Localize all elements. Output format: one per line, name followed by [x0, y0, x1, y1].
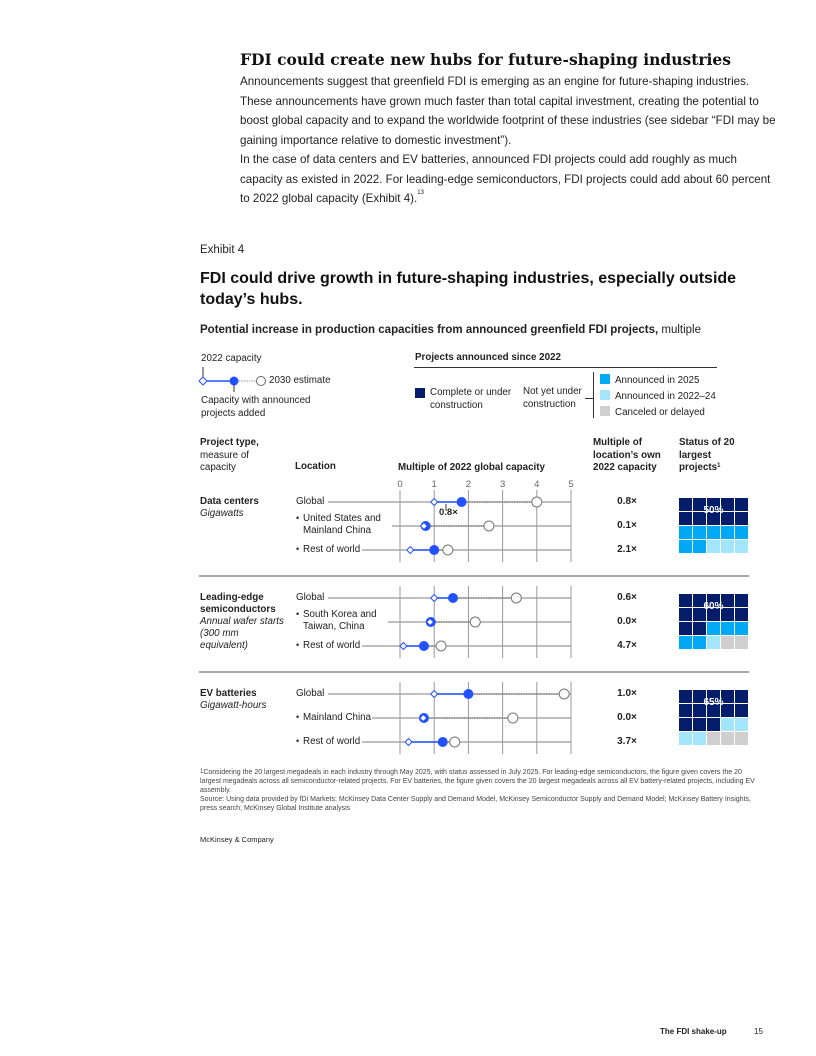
tick-label: 2: [465, 479, 472, 490]
row-label: South Korea and Taiwan, China: [303, 609, 377, 632]
footnotes: [200, 768, 760, 813]
bullet-icon: •: [296, 712, 300, 722]
legend-2030-estimate: 2030 estimate: [269, 375, 331, 386]
header-status-sup: 1: [717, 463, 721, 469]
annotation-label: 0.8×: [439, 507, 458, 518]
waffle-cell-canceled: [721, 732, 734, 745]
waffle-cell-ann2224: [707, 636, 720, 649]
footer-title: The FDI shake-up: [660, 1027, 727, 1036]
group-name: EV batteries: [200, 688, 257, 699]
row-label: Mainland China: [303, 712, 372, 723]
row-label: Global: [296, 496, 325, 507]
header-type-bold: Project type,: [200, 437, 259, 448]
page-number: 15: [754, 1027, 763, 1036]
waffle-cell-ann2224: [735, 718, 748, 731]
row-label: Rest of world: [303, 544, 361, 555]
legend-projects-title: Projects announced since 2022: [415, 352, 561, 363]
with-projects-dot: [429, 545, 439, 555]
estimate-2030-dot: [484, 521, 494, 531]
legend-not-yet: Not yet under construction: [523, 386, 582, 410]
own-multiple-value: 4.7×: [617, 640, 637, 651]
capacity-2022-marker: [431, 595, 438, 602]
own-multiple-value: 0.0×: [617, 616, 637, 627]
section-heading: FDI could create new hubs for future-shaping industries: [240, 50, 732, 69]
waffle-cell-ann2025: [679, 526, 692, 539]
own-multiple-value: 0.0×: [617, 712, 637, 723]
row-label: Rest of world: [303, 736, 361, 747]
bullet-icon: •: [296, 736, 300, 746]
legend-2022-capacity: 2022 capacity: [201, 353, 262, 364]
header-status-text: Status of 20 largest projects: [679, 437, 735, 473]
waffle-cell-ann2224: [721, 718, 734, 731]
waffle-cell-ann2025: [693, 636, 706, 649]
bullet-icon: •: [296, 609, 300, 619]
own-multiple-value: 2.1×: [617, 544, 637, 555]
estimate-2030-dot: [511, 593, 521, 603]
estimate-2030-dot: [450, 737, 460, 747]
exhibit-label: Exhibit 4: [200, 244, 245, 256]
estimate-2030-dot: [443, 545, 453, 555]
capacity-2022-marker: [400, 643, 407, 650]
waffle-percent: 65%: [703, 697, 724, 708]
waffle-cell-ann2025: [707, 622, 720, 635]
brand: McKinsey & Company: [200, 835, 274, 844]
waffle-cell-ann2025: [735, 526, 748, 539]
legend-ann2224-label: Announced in 2022–24: [615, 391, 716, 402]
waffle-cell-canceled: [721, 636, 734, 649]
waffle-cell-complete: [679, 718, 692, 731]
waffle-cell-complete: [707, 718, 720, 731]
own-multiple-value: 1.0×: [617, 688, 637, 699]
group-unit: Gigawatts: [200, 508, 244, 519]
waffle-cell-ann2025: [679, 540, 692, 553]
header-location: Location: [295, 461, 336, 472]
waffle-cell-canceled: [735, 732, 748, 745]
header-type-rest: measure of capacity: [200, 449, 250, 473]
tick-label: 5: [568, 479, 574, 490]
waffle-cell-ann2224: [721, 540, 734, 553]
legend-with-projects: Capacity with announced projects added: [201, 395, 311, 419]
with-projects-dot: [448, 593, 458, 603]
own-multiple-value: 0.8×: [617, 496, 637, 507]
legend-canceled-label: Canceled or delayed: [615, 407, 705, 418]
with-projects-dot: [419, 641, 429, 651]
waffle-cell-ann2224: [693, 732, 706, 745]
capacity-2022-marker: [405, 739, 412, 746]
waffle-cell-ann2224: [735, 540, 748, 553]
source: Source: Using data provided by fDi Markets; McKinsey Data Center Supply and Demand Model, McKinsey Semiconductor Supply and Demand Model; McKinsey Battery Insights, press search; McKinsey Global Institute analysis: [200, 796, 751, 812]
group-unit: Annual wafer starts (300 mm equivalent): [200, 616, 284, 651]
waffle-cell-ann2224: [707, 540, 720, 553]
waffle-cell-ann2025: [721, 622, 734, 635]
waffle-cell-complete: [693, 622, 706, 635]
row-label: Rest of world: [303, 640, 361, 651]
group-name: Leading-edge semiconductors: [200, 592, 276, 615]
capacity-2022-marker: [407, 547, 414, 554]
bullet-icon: •: [296, 513, 300, 523]
capacity-2022-marker: [431, 499, 438, 506]
bullet-icon: •: [296, 544, 300, 554]
subtitle-bold: Potential increase in production capacities from announced greenfield FDI projects,: [200, 324, 659, 336]
own-multiple-value: 0.1×: [617, 520, 637, 531]
own-multiple-value: 3.7×: [617, 736, 637, 747]
waffle-cell-ann2025: [693, 526, 706, 539]
header-own-multiple: Multiple of location’s own 2022 capacity: [593, 437, 661, 473]
paragraph-1: Announcements suggest that greenfield FDI is emerging as an engine for future-shaping industries. These announcements have grown much faster than total capital investment, creating the potential to boost global capacity and to expand the worldwide footprint of these industries (see sidebar “FDI may be gaining importance relative to domestic investment”).: [240, 75, 776, 147]
waffle-cell-ann2224: [679, 732, 692, 745]
header-axis: Multiple of 2022 global capacity: [398, 462, 545, 473]
estimate-2030-dot: [532, 497, 542, 507]
estimate-2030-dot: [470, 617, 480, 627]
with-projects-dot: [457, 497, 467, 507]
waffle-cell-ann2025: [707, 526, 720, 539]
row-label: United States and Mainland China: [303, 513, 381, 536]
waffle-cell-ann2025: [721, 526, 734, 539]
tick-label: 1: [431, 479, 437, 490]
tick-label: 3: [499, 479, 506, 490]
waffle-percent: 50%: [703, 505, 724, 516]
group-divider: [199, 671, 749, 673]
footnote-1: [200, 768, 760, 795]
group-name: Data centers: [200, 496, 259, 507]
waffle-cell-ann2025: [679, 636, 692, 649]
paragraph-2-text: In the case of data centers and EV batteries, announced FDI projects could add roughly as much capacity as existed in 2022. For leading-edge semiconductors, FDI projects could add about 60 percent to 2022 global capacity (Exhibit 4).: [240, 153, 771, 205]
bullet-icon: •: [296, 640, 300, 650]
estimate-2030-dot: [508, 713, 518, 723]
waffle-cell-canceled: [735, 636, 748, 649]
estimate-2030-dot: [559, 689, 569, 699]
with-projects-dot: [463, 689, 473, 699]
footnote-ref: 13: [417, 190, 424, 196]
group-divider: [199, 575, 749, 577]
estimate-2030-dot: [436, 641, 446, 651]
waffle-cell-ann2025: [693, 540, 706, 553]
legend-complete-label: Complete or under construction: [430, 387, 512, 411]
tick-label: 4: [534, 479, 540, 490]
group-unit: Gigawatt-hours: [200, 700, 267, 711]
exhibit-title: FDI could drive growth in future-shaping industries, especially outside today’s hubs.: [200, 270, 737, 308]
waffle-cell-canceled: [707, 732, 720, 745]
legend-ann2025-label: Announced in 2025: [615, 375, 700, 386]
waffle-cell-ann2025: [735, 622, 748, 635]
waffle-cell-complete: [679, 622, 692, 635]
tick-label: 0: [397, 479, 403, 490]
row-label: Global: [296, 688, 325, 699]
footnote-text: Considering the 20 largest megadeals in each industry through May 2025, with status assessed in July 2025. For leading-edge semiconductors, the figure given covers the 20 largest megadeals across all semiconductor-related projects. For EV batteries, the figure given covers the 20 largest megadeals across all EV battery-related projects, including EV assembly.: [200, 769, 755, 794]
with-projects-dot: [438, 737, 448, 747]
own-multiple-value: 0.6×: [617, 592, 637, 603]
waffle-percent: 60%: [703, 601, 724, 612]
waffle-cell-complete: [693, 718, 706, 731]
capacity-2022-marker: [431, 691, 438, 698]
footnote-sup: 1: [200, 769, 204, 775]
row-label: Global: [296, 592, 325, 603]
subtitle-unit: multiple: [658, 324, 702, 336]
